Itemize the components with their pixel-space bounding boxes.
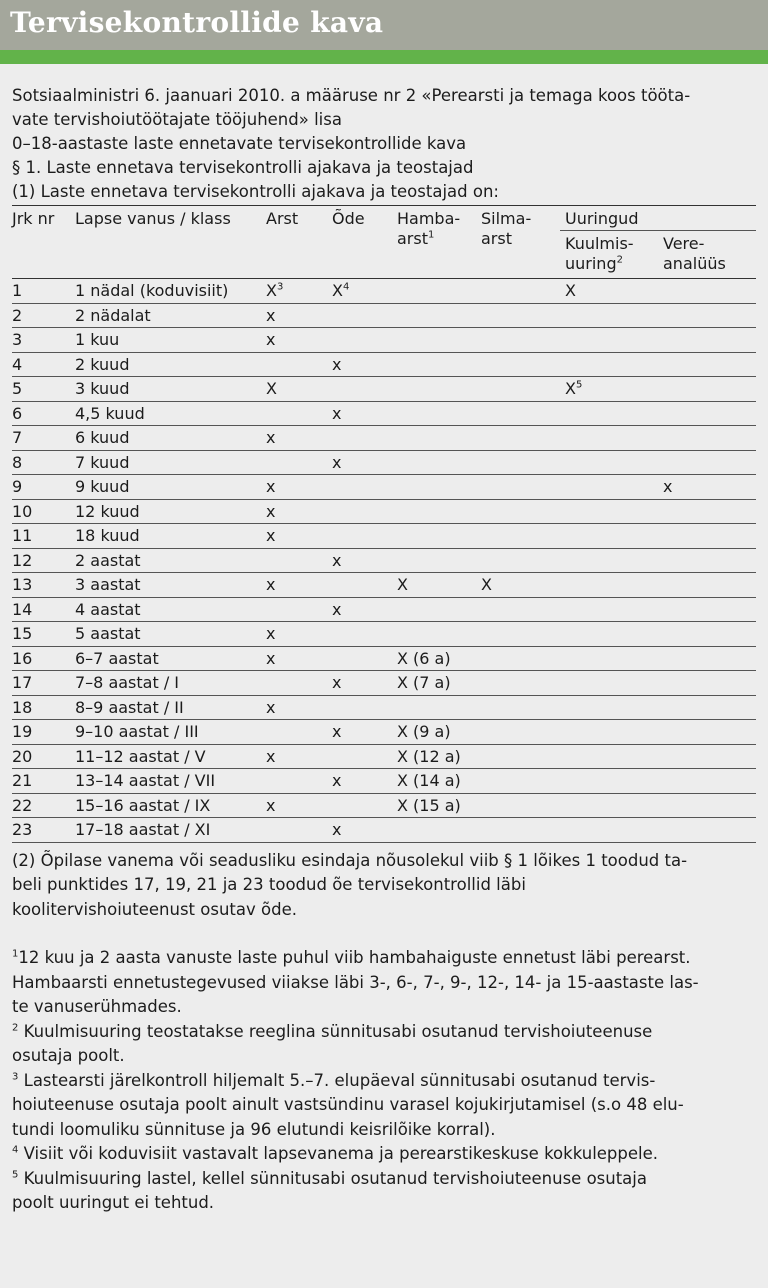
row-hambaarst-mark	[397, 769, 461, 793]
row-number-text: 22	[12, 795, 33, 815]
row-number	[12, 696, 32, 720]
row-age-text: 3 kuud	[75, 379, 130, 398]
row-arst-mark	[266, 377, 277, 401]
paragraph-line: beli punktides 17, 19, 21 ja 23 toodud õe tervisekontrollid läbi	[12, 875, 526, 894]
row-age	[75, 647, 159, 671]
header-hambaarst	[397, 209, 460, 249]
paragraph-line: koolitervishoiuteenust osutav õde.	[12, 899, 297, 919]
page-title: Tervisekontrollide kava	[10, 6, 384, 39]
row-age-text: 8–9 aastat / II	[75, 697, 184, 717]
header-kuul-line1: Kuulmis-	[565, 234, 634, 253]
row-ode-mark-text: X	[332, 281, 343, 300]
row-number	[12, 794, 32, 818]
footnote-marker: 4	[12, 1144, 19, 1156]
intro-line: vate tervishoiutöötajate tööjuhend» lisa	[12, 110, 342, 129]
row-ode-mark	[332, 451, 341, 475]
intro-line: § 1. Laste ennetava tervisekontrolli ajakava ja teostajad	[12, 158, 474, 177]
row-hambaarst-mark	[397, 794, 461, 818]
footnote-2-cont: osutaja poolt.	[12, 1046, 125, 1065]
table-row	[12, 475, 756, 500]
row-number-text: 13	[12, 575, 33, 594]
row-number-text: 20	[12, 746, 33, 766]
row-number	[12, 475, 22, 499]
row-number	[12, 279, 22, 303]
row-kuulmisuuring-mark-text: X	[565, 281, 576, 300]
footnote-marker: 5	[12, 1169, 19, 1180]
row-number-text: 19	[12, 722, 33, 741]
row-arst-mark	[266, 622, 275, 646]
footnotes	[12, 946, 756, 1216]
row-ode-mark-text: x	[332, 354, 342, 374]
table-header	[12, 205, 756, 279]
paragraph-2	[12, 849, 756, 923]
header-arst: Arst	[266, 209, 299, 228]
row-number-text: 5	[12, 379, 23, 398]
row-number	[12, 818, 32, 842]
row-age-text: 2 nädalat	[75, 305, 151, 325]
row-number-text: 2	[12, 305, 23, 325]
footnote-marker: 1	[12, 948, 19, 960]
header-hambaarst-line1: Hamba-	[397, 209, 461, 228]
footnote-marker: 3	[12, 1071, 19, 1082]
footnote-1-cont: te vanuserühmades.	[12, 997, 182, 1016]
row-age	[75, 328, 119, 352]
header-uuringud: Uuringud	[565, 209, 639, 228]
row-number-text: 15	[12, 624, 33, 643]
table-row	[12, 598, 756, 623]
row-number-text: 8	[12, 452, 23, 472]
row-number-text: 11	[12, 526, 33, 545]
row-number	[12, 745, 32, 769]
row-number-text: 21	[12, 771, 33, 790]
row-number	[12, 304, 22, 328]
row-arst-mark-text: x	[266, 648, 276, 668]
row-number	[12, 769, 32, 793]
row-arst-mark-text: x	[266, 795, 276, 815]
row-hambaarst-mark-text: X (15 a)	[397, 795, 461, 815]
row-number-text: 1	[12, 281, 23, 300]
row-age	[75, 720, 199, 744]
footnote-ref: 1	[428, 229, 435, 241]
footnote-text: Kuulmisuuring teostatakse reeglina sünnitusabi osutanud tervishoiuteenuse	[23, 1021, 653, 1041]
footnote-ref: 3	[276, 281, 284, 293]
header-subdivider	[560, 230, 756, 231]
row-arst-mark	[266, 426, 275, 450]
row-age	[75, 573, 141, 597]
row-ode-mark	[332, 402, 341, 426]
row-hambaarst-mark	[397, 573, 408, 597]
row-age	[75, 696, 184, 720]
header-vere-line2: analüüs	[663, 254, 726, 273]
row-age	[75, 426, 129, 450]
footnote-text: Kuulmisuuring lastel, kellel sünnitusabi osutanud tervishoiuteenuse osutaja	[23, 1168, 647, 1188]
row-number	[12, 451, 22, 475]
row-ode-mark-text: x	[332, 452, 342, 472]
row-age-text: 6–7 aastat	[75, 648, 159, 668]
row-number-text: 6	[12, 403, 23, 423]
table-row	[12, 720, 756, 745]
footnote-3-cont: tundi loomuliku sünnituse ja 96 elutundi keisrilõike korral).	[12, 1119, 496, 1139]
row-hambaarst-mark-text: X (12 a)	[397, 746, 461, 766]
row-number	[12, 573, 32, 597]
footnote-5-cont: poolt uuringut ei tehtud.	[12, 1193, 215, 1212]
row-age	[75, 818, 210, 842]
row-arst-mark-text: x	[266, 305, 276, 325]
row-age-text: 9–10 aastat / III	[75, 722, 199, 741]
row-number	[12, 524, 32, 548]
row-vereanaluus-mark	[663, 475, 672, 499]
row-number-text: 12	[12, 550, 33, 570]
row-age-text: 7–8 aastat / I	[75, 673, 180, 692]
row-number	[12, 647, 32, 671]
row-age	[75, 500, 140, 524]
row-arst-mark-text: x	[266, 428, 276, 447]
row-age-text: 1 kuu	[75, 330, 120, 349]
row-number	[12, 720, 32, 744]
row-arst-mark	[266, 794, 275, 818]
row-hambaarst-mark-text: X (9 a)	[397, 722, 451, 741]
row-number-text: 14	[12, 599, 33, 619]
row-age	[75, 549, 141, 573]
row-arst-mark-text: x	[266, 501, 276, 521]
row-ode-mark-text: x	[332, 722, 342, 741]
row-hambaarst-mark-text: X (14 a)	[397, 771, 461, 790]
row-hambaarst-mark-text: X (6 a)	[397, 648, 451, 668]
schedule-table	[12, 205, 756, 843]
row-arst-mark-text: x	[266, 526, 276, 545]
row-silmaarst-mark-text: X	[481, 575, 492, 594]
row-age-text: 17–18 aastat / XI	[75, 820, 211, 839]
row-ode-mark-text: x	[332, 771, 342, 790]
table-row	[12, 745, 756, 770]
header-vere-line1: Vere-	[663, 234, 705, 253]
row-age-text: 2 kuud	[75, 354, 130, 374]
header-silmaarst	[481, 209, 531, 249]
table-row	[12, 304, 756, 329]
table-row	[12, 549, 756, 574]
row-ode-mark-text: x	[332, 673, 342, 692]
row-number	[12, 622, 32, 646]
footnote-1	[12, 946, 756, 971]
row-hambaarst-mark-text: X	[397, 575, 408, 594]
row-hambaarst-mark	[397, 720, 451, 744]
row-arst-mark-text: X	[266, 281, 277, 300]
intro-text	[12, 84, 756, 204]
intro-line: 0–18-aastaste laste ennetavate tervisekontrollide kava	[12, 134, 467, 153]
accent-divider	[0, 50, 768, 64]
row-number-text: 17	[12, 673, 33, 692]
header-silmaarst-line1: Silma-	[481, 209, 532, 228]
row-number	[12, 500, 32, 524]
row-ode-mark-text: x	[332, 599, 342, 619]
table-row	[12, 279, 756, 304]
table-row	[12, 573, 756, 598]
table-row	[12, 500, 756, 525]
footnote-4	[12, 1142, 756, 1167]
row-hambaarst-mark	[397, 745, 461, 769]
row-number-text: 7	[12, 428, 23, 447]
row-age-text: 18 kuud	[75, 526, 140, 545]
row-arst-mark	[266, 279, 283, 303]
row-age-text: 6 kuud	[75, 428, 130, 447]
row-age-text: 3 aastat	[75, 575, 141, 594]
row-age-text: 9 kuud	[75, 477, 130, 496]
footnote-ref: 4	[342, 281, 350, 293]
row-arst-mark	[266, 328, 275, 352]
row-kuulmisuuring-mark	[565, 279, 576, 303]
row-ode-mark-text: x	[332, 403, 342, 423]
table-row	[12, 353, 756, 378]
row-number-text: 4	[12, 354, 23, 374]
row-age-text: 5 aastat	[75, 624, 141, 643]
row-age-text: 12 kuud	[75, 501, 140, 521]
row-hambaarst-mark-text: X (7 a)	[397, 673, 451, 692]
row-number-text: 16	[12, 648, 33, 668]
footnote-marker: 2	[12, 1022, 19, 1033]
row-number	[12, 598, 32, 622]
footnote-ref: 5	[575, 379, 583, 391]
table-row	[12, 524, 756, 549]
header-age: Lapse vanus / klass	[75, 209, 231, 228]
header-bar	[0, 0, 768, 50]
row-age	[75, 524, 140, 548]
row-arst-mark-text: x	[266, 746, 276, 766]
document-body	[0, 64, 768, 1216]
row-age	[75, 402, 145, 426]
row-age	[75, 451, 129, 475]
row-arst-mark-text: x	[266, 330, 276, 349]
row-ode-mark	[332, 549, 341, 573]
intro-line: Sotsiaalministri 6. jaanuari 2010. a määruse nr 2 «Perearsti ja temaga koos tööta-	[12, 86, 691, 105]
footnote-5	[12, 1167, 756, 1192]
row-arst-mark	[266, 647, 275, 671]
row-age	[75, 671, 179, 695]
row-age	[75, 353, 129, 377]
footnote-1-cont: Hambaarsti ennetustegevused viiakse läbi 3-, 6-, 7-, 9-, 12-, 14- ja 15-aastaste las-	[12, 972, 699, 992]
row-ode-mark	[332, 279, 349, 303]
intro-line: (1) Laste ennetava tervisekontrolli ajakava ja teostajad on:	[12, 182, 499, 201]
row-ode-mark	[332, 769, 341, 793]
row-number	[12, 377, 22, 401]
table-row	[12, 647, 756, 672]
row-number	[12, 328, 22, 352]
footnote-text: 12 kuu ja 2 aasta vanuste laste puhul viib hambahaiguste ennetust läbi perearst.	[18, 948, 691, 967]
header-kuulmisuuring	[565, 234, 634, 274]
row-arst-mark	[266, 573, 275, 597]
row-ode-mark-text: x	[332, 820, 342, 839]
row-age	[75, 279, 228, 303]
row-age	[75, 794, 210, 818]
header-hambaarst-line2: arst	[397, 229, 428, 248]
row-hambaarst-mark	[397, 671, 451, 695]
row-arst-mark-text: x	[266, 575, 276, 594]
row-ode-mark	[332, 818, 341, 842]
row-arst-mark	[266, 304, 275, 328]
table-row	[12, 794, 756, 819]
row-age-text: 7 kuud	[75, 452, 130, 472]
table-row	[12, 696, 756, 721]
table-row	[12, 818, 756, 843]
row-number-text: 9	[12, 477, 23, 496]
table-row	[12, 328, 756, 353]
footnote-text: Visiit või koduvisiit vastavalt lapsevanema ja perearstikeskuse kokkuleppele.	[23, 1144, 659, 1163]
row-kuulmisuuring-mark-text: X	[565, 379, 576, 398]
row-vereanaluus-mark-text: x	[663, 477, 673, 496]
row-kuulmisuuring-mark	[565, 377, 582, 401]
row-arst-mark	[266, 500, 275, 524]
row-age-text: 4 aastat	[75, 599, 141, 619]
row-number	[12, 402, 22, 426]
row-age	[75, 377, 129, 401]
row-age-text: 15–16 aastat / IX	[75, 795, 211, 815]
footnote-2	[12, 1020, 756, 1045]
row-ode-mark	[332, 598, 341, 622]
row-age	[75, 745, 206, 769]
row-arst-mark	[266, 475, 275, 499]
row-age-text: 13–14 aastat / VII	[75, 771, 216, 790]
row-age-text: 11–12 aastat / V	[75, 746, 206, 766]
footnote-ref: 2	[616, 254, 623, 266]
row-arst-mark	[266, 524, 275, 548]
row-number	[12, 426, 22, 450]
header-silmaarst-line2: arst	[481, 229, 512, 248]
footnote-3-cont: hoiuteenuse osutaja poolt ainult vastsündinu varasel kojukirjutamisel (s.o 48 elu-	[12, 1095, 684, 1114]
row-arst-mark-text: x	[266, 477, 276, 496]
row-number	[12, 353, 22, 377]
row-age-text: 4,5 kuud	[75, 403, 145, 423]
row-age	[75, 475, 129, 499]
row-silmaarst-mark	[481, 573, 492, 597]
row-number-text: 18	[12, 697, 33, 717]
row-arst-mark	[266, 745, 275, 769]
row-ode-mark	[332, 671, 341, 695]
row-age	[75, 769, 215, 793]
row-ode-mark	[332, 720, 341, 744]
row-age-text: 2 aastat	[75, 550, 141, 570]
row-age	[75, 304, 151, 328]
footnote-text: Lastearsti järelkontroll hiljemalt 5.–7. elupäeval sünnitusabi osutanud tervis-	[23, 1070, 656, 1090]
header-nr: Jrk nr	[12, 209, 55, 228]
table-row	[12, 671, 756, 696]
header-kuul-line2: uuring	[565, 254, 617, 273]
row-age	[75, 622, 141, 646]
row-number-text: 3	[12, 330, 23, 349]
row-arst-mark-text: x	[266, 697, 276, 717]
row-number	[12, 549, 32, 573]
table-row	[12, 426, 756, 451]
row-arst-mark-text: x	[266, 624, 276, 643]
table-body	[12, 279, 756, 843]
row-ode-mark-text: x	[332, 550, 342, 570]
table-row	[12, 622, 756, 647]
row-number-text: 23	[12, 820, 33, 839]
table-row	[12, 402, 756, 427]
row-number	[12, 671, 32, 695]
table-row	[12, 769, 756, 794]
row-ode-mark	[332, 353, 341, 377]
table-row	[12, 377, 756, 402]
row-age	[75, 598, 141, 622]
row-age-text: 1 nädal (koduvisiit)	[75, 281, 229, 300]
table-row	[12, 451, 756, 476]
footnote-3	[12, 1069, 756, 1094]
row-hambaarst-mark	[397, 647, 451, 671]
paragraph-line: (2) Õpilase vanema või seadusliku esindaja nõusolekul viib § 1 lõikes 1 toodud ta-	[12, 850, 688, 870]
header-vereanaluus	[663, 234, 726, 274]
row-number-text: 10	[12, 501, 33, 521]
row-arst-mark-text: X	[266, 379, 277, 398]
header-ode: Õde	[332, 209, 365, 228]
row-arst-mark	[266, 696, 275, 720]
